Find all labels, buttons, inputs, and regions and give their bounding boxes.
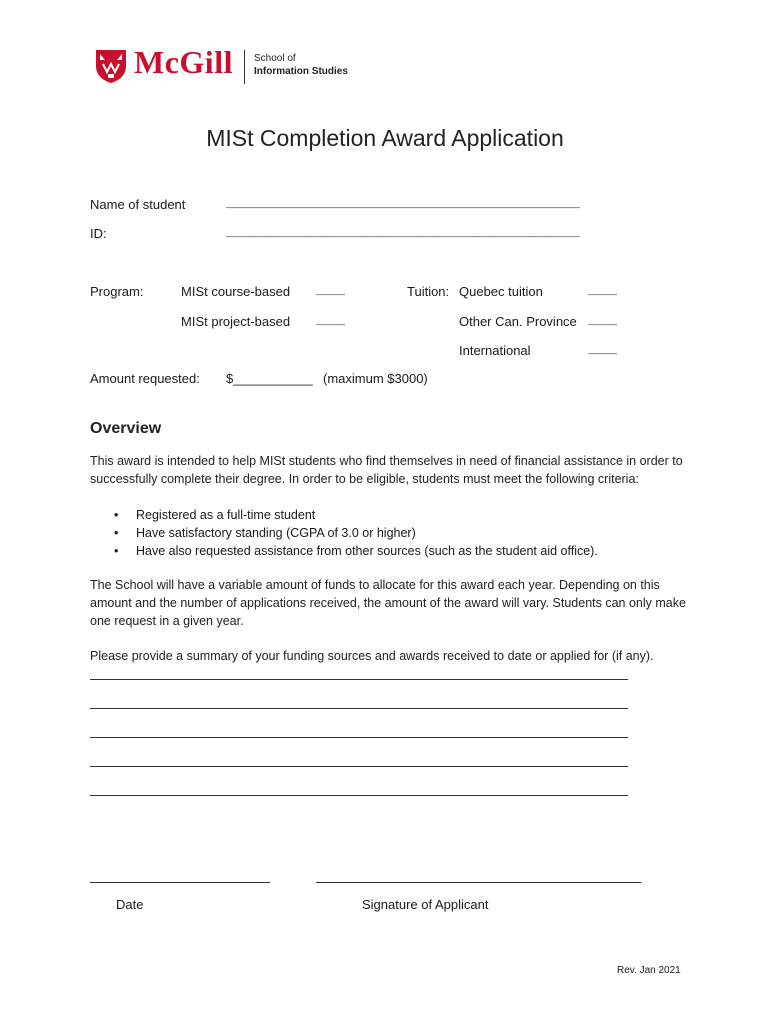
amount-maximum-note: (maximum $3000) xyxy=(323,371,428,386)
date-line[interactable] xyxy=(90,882,270,883)
tuition-option-quebec: Quebec tuition xyxy=(459,284,543,299)
program-option-project: MISt project-based xyxy=(181,314,291,329)
page-title: MISt Completion Award Application xyxy=(206,125,564,151)
mcgill-crest-icon xyxy=(94,48,128,84)
list-item xyxy=(90,542,598,560)
id-field[interactable]: _______________________________________________________________ xyxy=(226,228,579,240)
funds-paragraph: The School will have a variable amount of funds to allocate for this award each year. Depending on this amount and the number of applications received, the amount of the award will vary. Students can only make one request in a given year. xyxy=(90,578,686,628)
tuition-option-other-province: Other Can. Province xyxy=(459,314,577,329)
signature-label: Signature of Applicant xyxy=(362,897,489,912)
id-label: ID: xyxy=(90,226,107,241)
name-label: Name of student xyxy=(90,197,186,212)
revision-note: Rev. Jan 2021 xyxy=(617,965,681,976)
program-option-course: MISt course-based xyxy=(181,284,291,299)
summary-line-2[interactable] xyxy=(90,708,628,709)
summary-line-3[interactable] xyxy=(90,737,628,738)
bullet-icon: • xyxy=(114,544,119,558)
program-label: Program: xyxy=(90,284,144,299)
bullet-icon: • xyxy=(114,526,119,540)
criteria-list xyxy=(90,506,598,560)
name-field[interactable]: _______________________________________________________________ xyxy=(226,199,579,211)
overview-intro: This award is intended to help MISt students who find themselves in need of financial assistance in order to successfully complete their degree. In order to be eligible, students must meet the following criteria: xyxy=(90,454,683,486)
signature-line[interactable] xyxy=(316,882,641,883)
overview-heading: Overview xyxy=(90,420,162,437)
mcgill-logo xyxy=(94,44,354,88)
summary-line-4[interactable] xyxy=(90,766,628,767)
summary-line-1[interactable] xyxy=(90,679,628,680)
amount-field[interactable]: $___________ xyxy=(226,371,313,386)
summary-prompt: Please provide a summary of your funding sources and awards received to date or applied for (if any). xyxy=(90,649,654,663)
amount-label: Amount requested: xyxy=(90,371,200,386)
logo-school-name xyxy=(254,52,348,78)
criteria-text: Registered as a full-time student xyxy=(136,508,316,522)
logo-divider xyxy=(244,50,245,84)
tuition-label: Tuition: xyxy=(407,284,450,299)
summary-line-5[interactable] xyxy=(90,795,628,796)
tuition-international-checkfield[interactable]: _____ xyxy=(588,345,617,357)
bullet-icon: • xyxy=(114,508,119,522)
criteria-text: Have satisfactory standing (CGPA of 3.0 or higher) xyxy=(136,526,416,540)
tuition-option-international: International xyxy=(459,343,531,358)
criteria-text: Have also requested assistance from other sources (such as the student aid office). xyxy=(136,544,598,558)
logo-wordmark: McGill xyxy=(134,44,233,80)
program-course-checkfield[interactable]: _____ xyxy=(316,286,345,298)
logo-school-line2: Information Studies xyxy=(254,66,348,77)
program-project-checkfield[interactable]: _____ xyxy=(316,316,345,328)
tuition-other-province-checkfield[interactable]: _____ xyxy=(588,316,617,328)
logo-school-line1: School of xyxy=(254,53,296,64)
date-label: Date xyxy=(116,897,144,912)
list-item xyxy=(90,506,598,524)
tuition-quebec-checkfield[interactable]: _____ xyxy=(588,286,617,298)
list-item xyxy=(90,524,598,542)
